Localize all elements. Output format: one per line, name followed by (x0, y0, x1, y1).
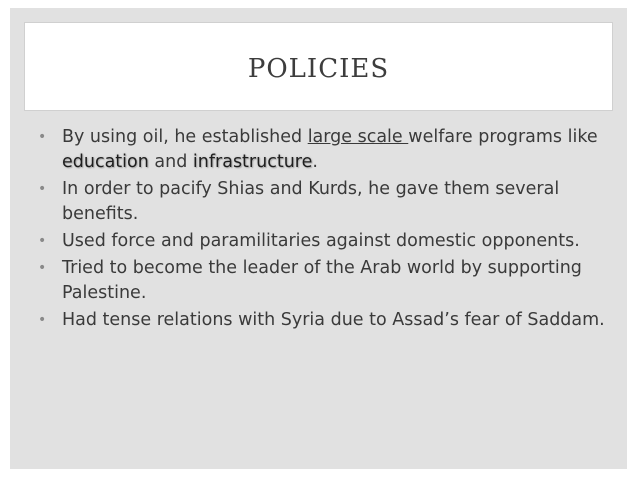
bullet-text-segment: By using oil, he established (62, 127, 308, 147)
bullet-list (38, 125, 608, 335)
bullet-text: In order to pacify Shias and Kurds, he gave them several benefits. (62, 179, 560, 224)
bullet-text: Used force and paramilitaries against domestic opponents. (62, 231, 580, 251)
bullet-item (38, 125, 608, 175)
emphasized-text-infrastructure: infrastructure (192, 152, 313, 172)
bullet-text-segment: . (312, 152, 318, 172)
bullet-marker: • (38, 129, 47, 145)
bullet-marker: • (38, 312, 47, 328)
bullet-text-segment: welfare programs like (408, 127, 598, 147)
bullet-text: Had tense relations with Syria due to Assad’s fear of Saddam. (62, 310, 605, 330)
bullet-marker: • (38, 181, 47, 197)
emphasized-text-education: education (62, 152, 149, 172)
bullet-text: Tried to become the leader of the Arab world by supporting Palestine. (62, 258, 582, 303)
bullet-item (38, 256, 608, 306)
bullet-item (38, 308, 608, 333)
slide (10, 8, 627, 469)
bullet-item (38, 177, 608, 227)
slide-title: POLICIES (247, 53, 390, 84)
bullet-item (38, 229, 608, 254)
title-box (24, 22, 613, 111)
bullet-text-segment: and (148, 152, 193, 172)
underlined-text: large scale (307, 127, 409, 147)
bullet-marker: • (38, 260, 47, 276)
bullet-marker: • (38, 233, 47, 249)
